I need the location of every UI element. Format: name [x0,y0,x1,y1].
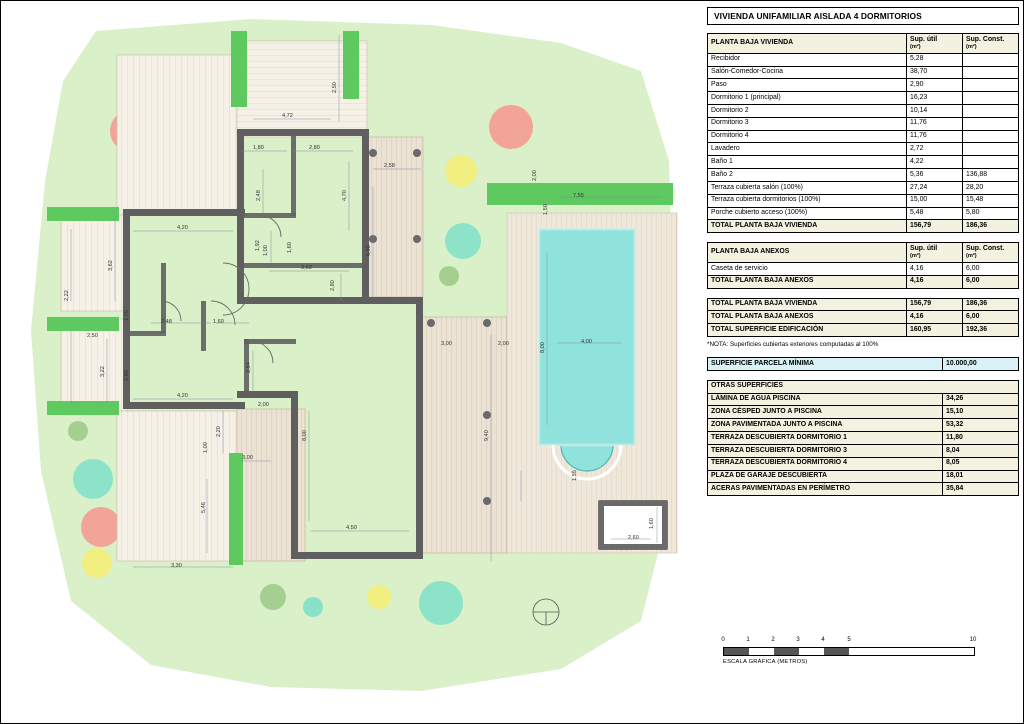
row-label: ZONA PAVIMENTADA JUNTO A PISCINA [708,419,943,432]
floor-plan-drawing [1,1,701,723]
svg-text:1,60: 1,60 [649,518,655,529]
table-row [708,311,1019,324]
row-label: Baño 1 [708,156,907,169]
row-label: ZONA CÉSPED JUNTO A PISCINA [708,406,943,419]
svg-text:2,64: 2,64 [246,362,252,373]
svg-text:3,30: 3,30 [171,563,182,569]
svg-text:1,00: 1,00 [263,245,269,256]
svg-text:4,00: 4,00 [581,339,592,345]
table-row [708,194,1019,207]
table-total-row [708,275,1019,288]
svg-text:1,80: 1,80 [253,145,264,151]
row-value: 8,05 [943,457,1019,470]
svg-text:3,22: 3,22 [100,366,106,377]
table-resumen-totales [707,298,1019,337]
svg-text:2,50: 2,50 [87,333,98,339]
row-util: 16,23 [907,92,963,105]
row-const: 6,00 [963,311,1019,324]
row-util: 5,48 [907,207,963,220]
svg-text:1,92: 1,92 [255,240,261,251]
row-const [963,105,1019,118]
row-util: 11,76 [907,130,963,143]
row-util: 4,22 [907,156,963,169]
row-label: Paso [708,79,907,92]
row-label: PLAZA DE GARAJE DESCUBIERTA [708,470,943,483]
scale-bar [723,647,975,656]
row-util: 11,76 [907,117,963,130]
row-value: 53,32 [943,419,1019,432]
row-value: 11,80 [943,432,1019,445]
svg-text:8,00: 8,00 [540,342,546,353]
table-row [708,406,1019,419]
table-header-row [708,380,1019,393]
table-row [708,207,1019,220]
scale-tick-labels [723,637,983,647]
row-label: Terraza cubierta salón (100%) [708,181,907,194]
svg-text:2,60: 2,60 [628,535,639,541]
table-header-row [708,243,1019,263]
surface-note: *NOTA: Superficies cubiertas exteriores computadas al 100% [707,341,879,349]
svg-text:3,62: 3,62 [301,265,312,271]
svg-text:2,48: 2,48 [256,190,262,201]
table-superficie-parcela [707,357,1019,371]
svg-text:2,48: 2,48 [161,319,172,325]
row-value: 35,84 [943,483,1019,496]
svg-text:2,22: 2,22 [64,290,70,301]
row-util: 10,14 [907,105,963,118]
row-util: 2,90 [907,79,963,92]
svg-text:3,00: 3,00 [441,341,452,347]
total-label: TOTAL PLANTA BAJA ANEXOS [708,275,907,288]
row-const [963,143,1019,156]
table-row [708,262,1019,275]
row-const: 186,36 [963,298,1019,311]
table-row [708,358,1019,371]
row-label: TERRAZA DESCUBIERTA DORMITORIO 1 [708,432,943,445]
col-name: PLANTA BAJA VIVIENDA [708,34,907,54]
scale-tick: 10 [969,637,977,643]
row-label: Recibidor [708,53,907,66]
row-value: 8,04 [943,444,1019,457]
row-const: 5,80 [963,207,1019,220]
col-util: Sup. útil (m²) [907,34,963,54]
row-util: 4,16 [907,311,963,324]
row-util: 5,28 [907,53,963,66]
row-label: Lavadero [708,143,907,156]
data-panel [707,7,1019,719]
row-label: LÁMINA DE AGUA PISCINA [708,393,943,406]
row-label: Dormitorio 2 [708,105,907,118]
table-row [708,181,1019,194]
svg-text:2,80: 2,80 [330,280,336,291]
svg-text:2,20: 2,20 [216,426,222,437]
table-otras-superficies [707,380,1019,496]
svg-text:6,00: 6,00 [366,245,372,256]
col-const: Sup. Const. (m²) [963,34,1019,54]
row-util: 4,16 [907,262,963,275]
svg-text:1,60: 1,60 [287,242,293,253]
row-util: 38,70 [907,66,963,79]
row-label: Dormitorio 1 (principal) [708,92,907,105]
row-const: 28,20 [963,181,1019,194]
row-label: Dormitorio 4 [708,130,907,143]
svg-text:2,00: 2,00 [532,170,538,181]
svg-text:4,20: 4,20 [177,393,188,399]
total-util: 156,79 [907,220,963,233]
svg-text:8,00: 8,00 [302,430,308,441]
table-planta-baja-vivienda [707,33,1019,233]
row-util: 15,00 [907,194,963,207]
row-const [963,79,1019,92]
row-const: 192,36 [963,324,1019,337]
svg-text:2,00: 2,00 [258,402,269,408]
row-value: 34,26 [943,393,1019,406]
table-row [708,457,1019,470]
table-row [708,156,1019,169]
row-util: 156,79 [907,298,963,311]
svg-text:4,70: 4,70 [342,190,348,201]
table-row [708,419,1019,432]
table-row [708,444,1019,457]
row-const [963,92,1019,105]
total-const: 186,36 [963,220,1019,233]
row-label: Dormitorio 3 [708,117,907,130]
scale-tick: 1 [746,637,750,643]
svg-text:1,50: 1,50 [543,204,549,215]
table-row [708,483,1019,496]
scale-tick: 2 [771,637,775,643]
row-const [963,66,1019,79]
col-name: OTRAS SUPERFICIES [708,380,1019,393]
table-header-row [708,34,1019,54]
table-row [708,92,1019,105]
row-util: 2,72 [907,143,963,156]
table-row [708,324,1019,337]
row-label: TERRAZA DESCUBIERTA DORMITORIO 4 [708,457,943,470]
row-util: 5,36 [907,169,963,182]
table-row [708,169,1019,182]
table-row [708,130,1019,143]
svg-text:1,60: 1,60 [213,319,224,325]
row-label: TOTAL SUPERFICIE EDIFICACIÓN [708,324,907,337]
row-const: 15,48 [963,194,1019,207]
table-row [708,470,1019,483]
col-name: PLANTA BAJA ANEXOS [708,243,907,263]
table-row [708,117,1019,130]
table-row [708,393,1019,406]
svg-text:2,00: 2,00 [498,341,509,347]
row-label: TOTAL PLANTA BAJA ANEXOS [708,311,907,324]
sheet-title: VIVIENDA UNIFAMILIAR AISLADA 4 DORMITORIOS [707,7,1019,25]
table-row [708,298,1019,311]
svg-text:2,80: 2,80 [124,370,130,381]
table-row [708,79,1019,92]
row-label: TERRAZA DESCUBIERTA DORMITORIO 3 [708,444,943,457]
row-const [963,117,1019,130]
svg-text:1,70: 1,70 [124,310,130,321]
table-row [708,432,1019,445]
swimming-pool [539,229,635,479]
total-util: 4,16 [907,275,963,288]
row-label: ACERAS PAVIMENTADAS EN PERÍMETRO [708,483,943,496]
scale-tick: 4 [821,637,825,643]
row-label: Salón-Comedor-Cocina [708,66,907,79]
row-const: 136,88 [963,169,1019,182]
table-planta-baja-anexos [707,242,1019,288]
row-const [963,156,1019,169]
row-value: 10.000,00 [943,358,1019,371]
col-util: Sup. útil (m²) [907,243,963,263]
svg-text:3,00: 3,00 [242,455,253,461]
table-total-row [708,220,1019,233]
graphic-scale [723,637,983,665]
row-value: 15,10 [943,406,1019,419]
row-const [963,53,1019,66]
row-label: Caseta de servicio [708,262,907,275]
scale-tick: 3 [796,637,800,643]
col-const: Sup. Const. (m²) [963,243,1019,263]
row-label: SUPERFICIE PARCELA MÍNIMA [708,358,943,371]
total-label: TOTAL PLANTA BAJA VIVIENDA [708,220,907,233]
table-row [708,143,1019,156]
row-label: Terraza cubierta dormitorios (100%) [708,194,907,207]
table-row [708,105,1019,118]
row-const [963,130,1019,143]
svg-text:4,72: 4,72 [282,113,293,119]
row-label: Baño 2 [708,169,907,182]
row-label: Porche cubierto acceso (100%) [708,207,907,220]
svg-text:1,00: 1,00 [203,442,209,453]
svg-text:3,62: 3,62 [108,260,114,271]
total-const: 6,00 [963,275,1019,288]
row-label: TOTAL PLANTA BAJA VIVIENDA [708,298,907,311]
svg-text:4,20: 4,20 [177,225,188,231]
svg-text:2,80: 2,80 [309,145,320,151]
svg-text:2,58: 2,58 [384,163,395,169]
table-row [708,53,1019,66]
scale-tick: 0 [721,637,725,643]
scale-caption: ESCALA GRÁFICA (METROS) [723,659,808,665]
svg-text:4,50: 4,50 [346,525,357,531]
svg-text:2,50: 2,50 [332,82,338,93]
row-util: 27,24 [907,181,963,194]
svg-text:7,55: 7,55 [573,193,584,199]
svg-text:5,46: 5,46 [201,502,207,513]
row-util: 160,95 [907,324,963,337]
svg-text:1,55: 1,55 [572,470,578,481]
row-value: 18,01 [943,470,1019,483]
row-const: 6,00 [963,262,1019,275]
scale-tick: 5 [847,637,851,643]
svg-text:9,40: 9,40 [484,430,490,441]
table-row [708,66,1019,79]
